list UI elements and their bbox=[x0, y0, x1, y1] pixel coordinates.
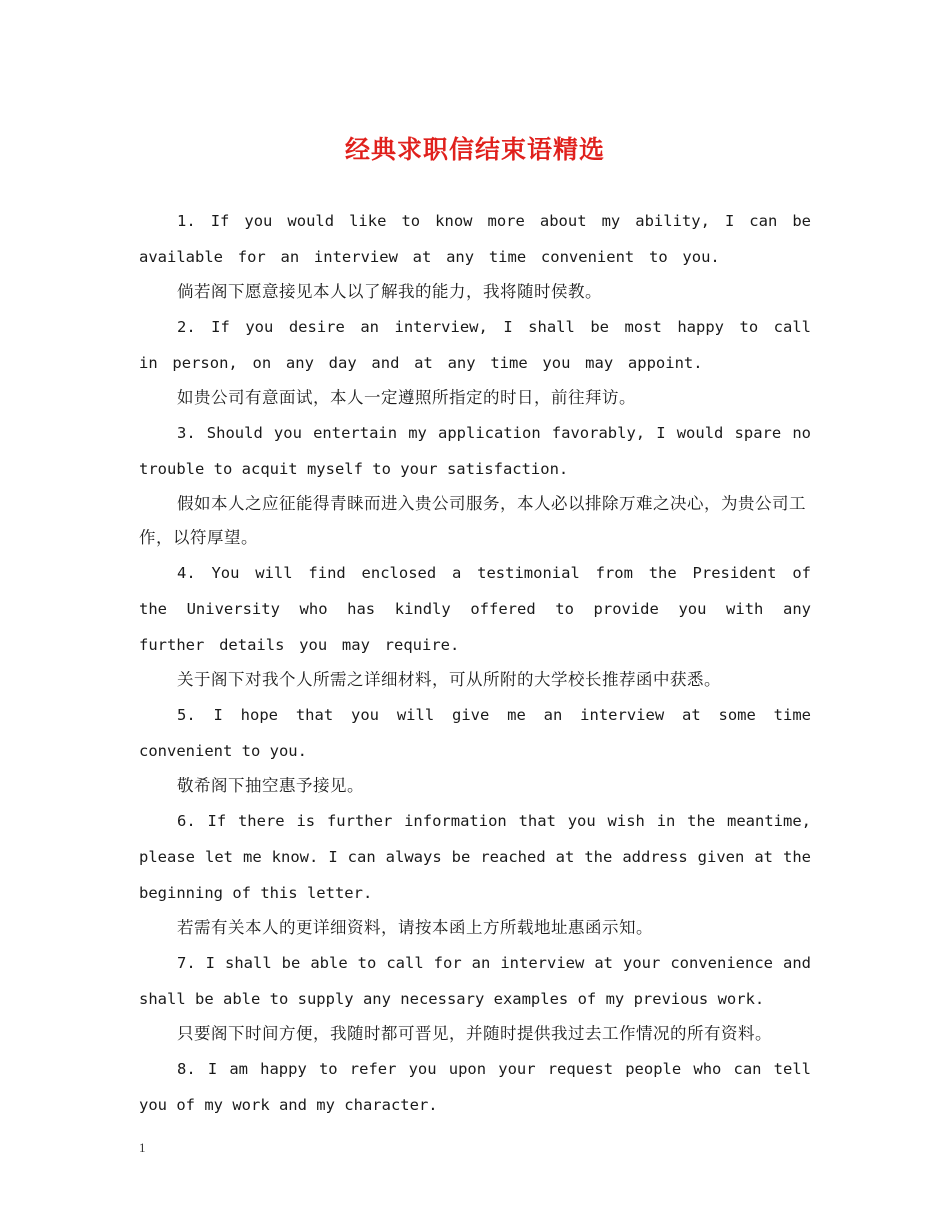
paragraph-2-chinese: 如贵公司有意面试，本人一定遵照所指定的时日，前往拜访。 bbox=[177, 388, 636, 407]
paragraph-1-chinese: 倘若阁下愿意接见本人以了解我的能力，我将随时侯教。 bbox=[177, 282, 602, 301]
paragraph-3-chinese: 假如本人之应征能得青睐而进入贵公司服务，本人必以排除万难之决心，为贵公司工作，以符厚望。 bbox=[139, 494, 806, 547]
document-body bbox=[139, 203, 811, 1123]
paragraph-4-chinese: 关于阁下对我个人所需之详细材料，可从所附的大学校长推荐函中获悉。 bbox=[177, 670, 721, 689]
paragraph-7-english: 7. I shall be able to call for an interview at your convenience and shall be able to supply any necessary examples of my previous work. bbox=[139, 954, 811, 1008]
paragraph-4-english: 4. You will find enclosed a testimonial from the President of the University who has kindly offered to provide you with any further details you may require. bbox=[139, 564, 811, 654]
paragraph-7-chinese: 只要阁下时间方便，我随时都可晋见，并随时提供我过去工作情况的所有资料。 bbox=[177, 1024, 772, 1043]
paragraph-6-english: 6. If there is further information that you wish in the meantime, please let me know. I can always be reached at the address given at the beginning of this letter. bbox=[139, 812, 811, 902]
page-number: 1 bbox=[139, 1140, 146, 1155]
paragraph-3-english: 3. Should you entertain my application favorably, I would spare no trouble to acquit myself to your satisfaction. bbox=[139, 424, 811, 478]
paragraph-8-english: 8. I am happy to refer you upon your request people who can tell you of my work and my character. bbox=[139, 1060, 811, 1114]
paragraph-1-english: 1. If you would like to know more about my ability, I can be available for an interview at any time convenient to you. bbox=[139, 212, 811, 266]
paragraph-6-chinese: 若需有关本人的更详细资料，请按本函上方所载地址惠函示知。 bbox=[177, 918, 653, 937]
paragraph-5-english: 5. I hope that you will give me an interview at some time convenient to you. bbox=[139, 706, 811, 760]
paragraph-5-chinese: 敬希阁下抽空惠予接见。 bbox=[177, 776, 364, 795]
paragraph-2-english: 2. If you desire an interview, I shall be most happy to call in person, on any day and at any time you may appoint. bbox=[139, 318, 811, 372]
document-title: 经典求职信结束语精选 bbox=[344, 135, 605, 164]
